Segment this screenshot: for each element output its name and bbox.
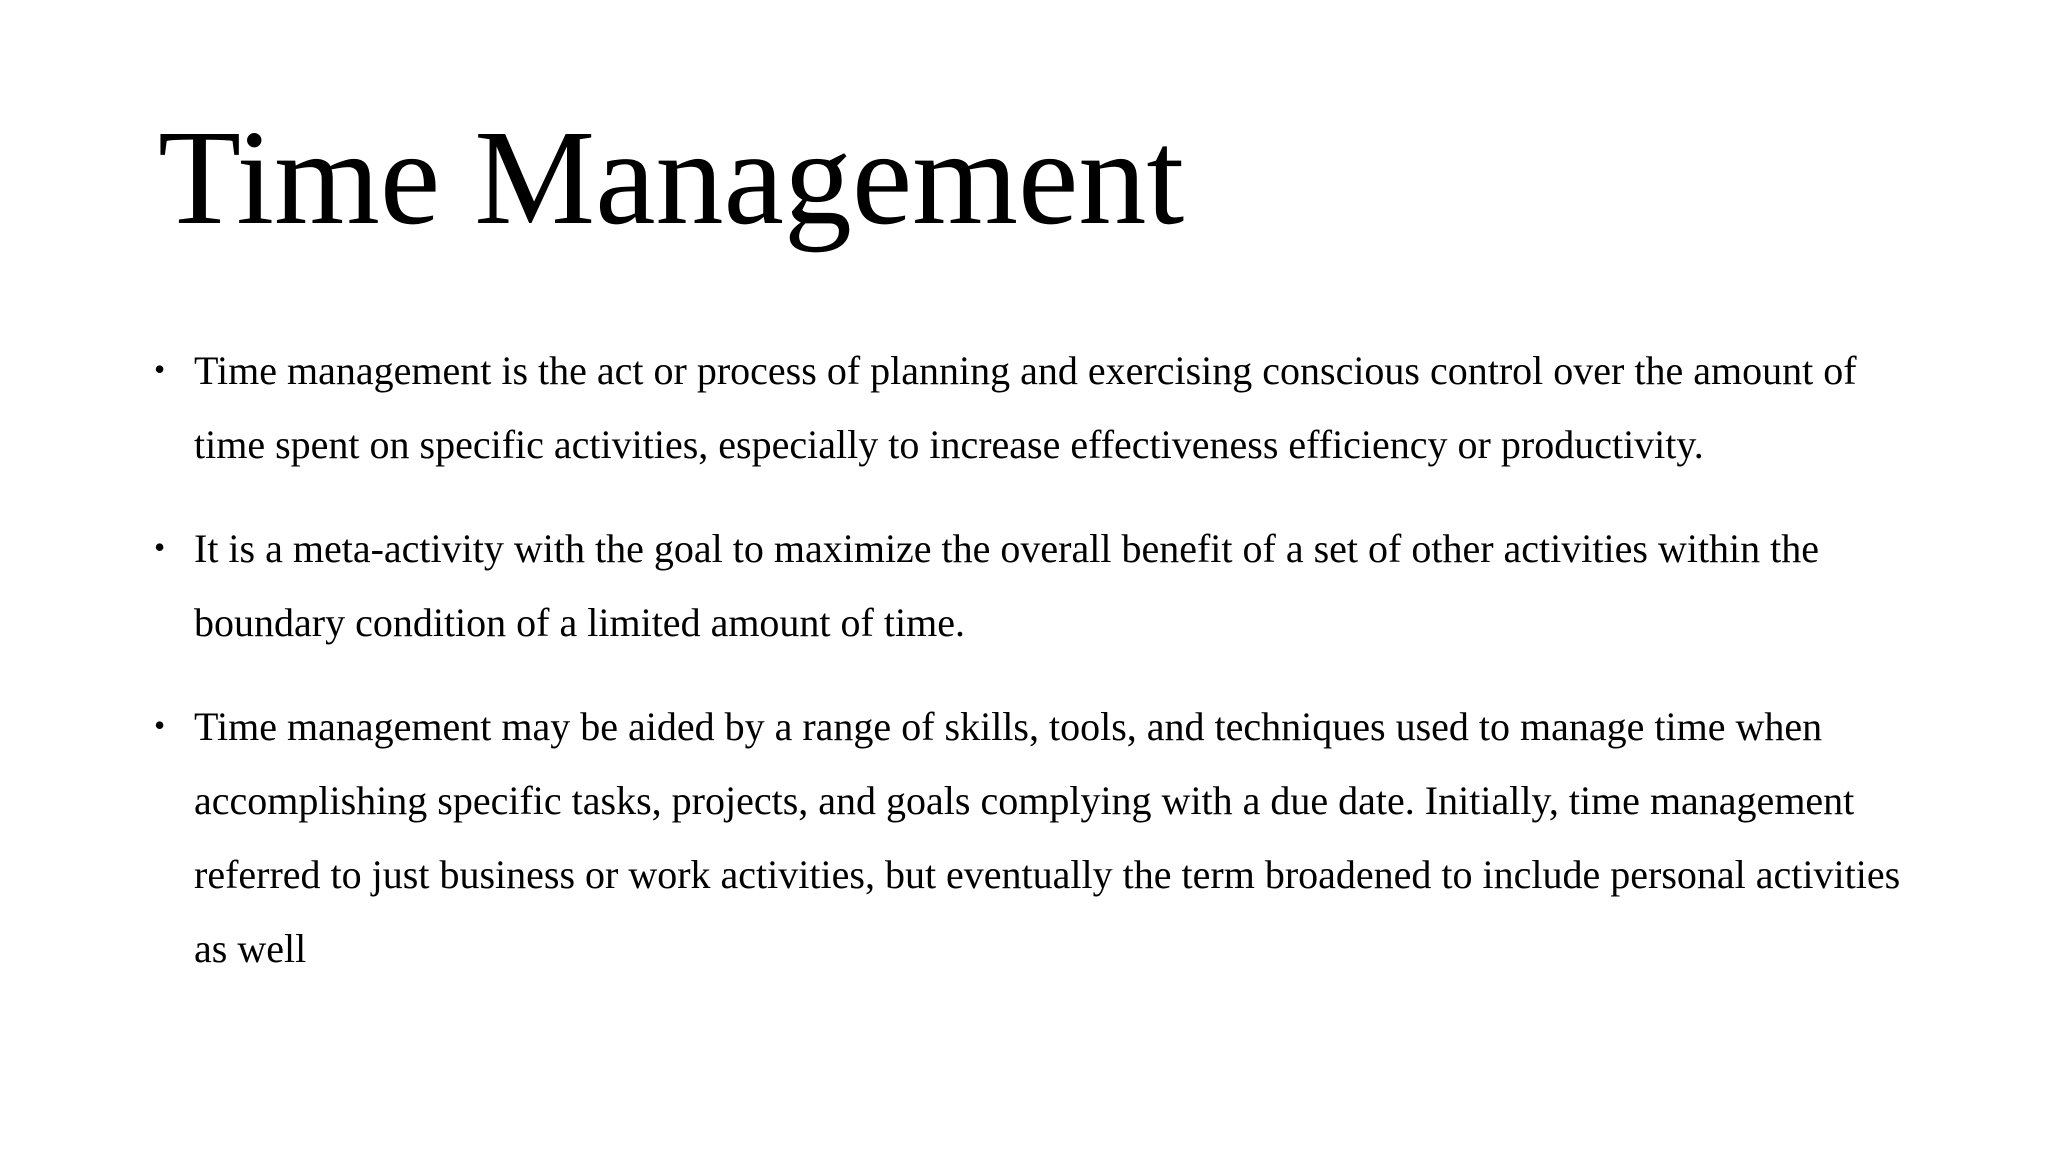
slide-title: Time Management <box>158 103 1185 253</box>
bullet-dot-icon: • <box>154 707 166 743</box>
bullet-text: Time management may be aided by a range of skills, tools, and techniques used to manage time when accomplishing specific tasks, projects, and goals complying with a due date. Initially, time management referred to just business or work activities, but eventually the term broadened to include personal activities as well <box>194 704 1901 971</box>
bullet-item <box>150 334 1910 482</box>
bullet-list <box>150 334 1910 986</box>
bullet-item <box>150 512 1910 660</box>
bullet-item <box>150 690 1910 986</box>
bullet-dot-icon: • <box>154 529 166 565</box>
bullet-text: It is a meta-activity with the goal to maximize the overall benefit of a set of other activities within the boundary condition of a limited amount of time. <box>194 526 1820 645</box>
bullet-dot-icon: • <box>154 351 166 387</box>
bullet-text: Time management is the act or process of planning and exercising conscious control over the amount of time spent on specific activities, especially to increase effectiveness efficiency or productivity. <box>194 348 1857 467</box>
